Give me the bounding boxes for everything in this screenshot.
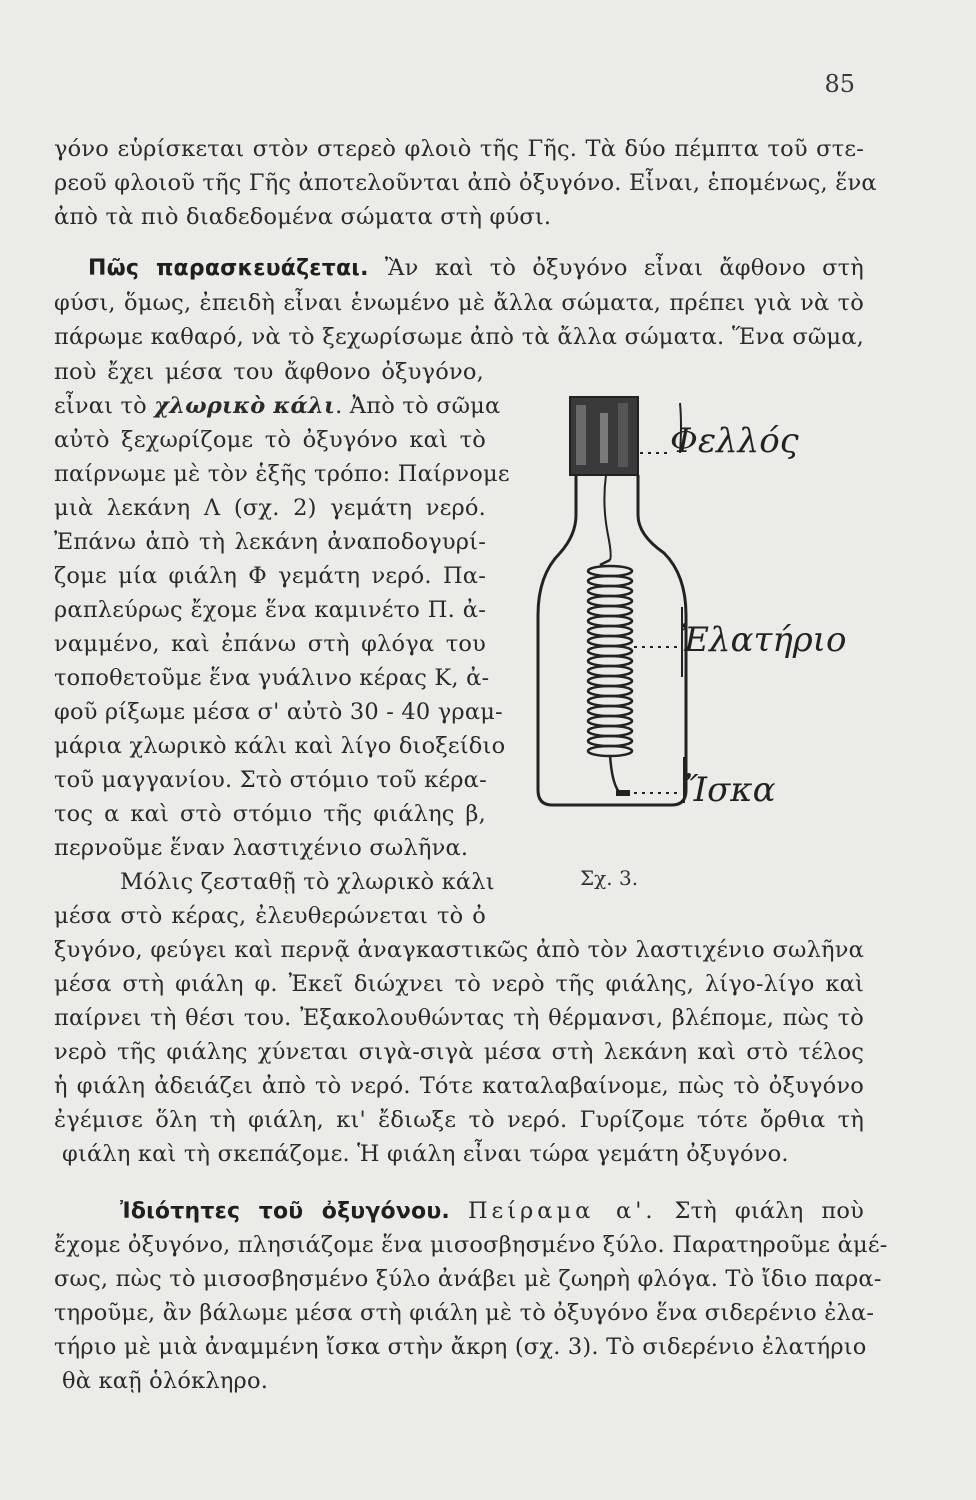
text-line: τηροῦμε, ἂν βάλωμε μέσα στὴ φιάλη μὲ τὸ ὀξυγόνο ἕνα σιδερένιο ἐλα- bbox=[54, 1300, 875, 1326]
text-line: Ἐπάνω ἀπὸ τὴ λεκάνη ἀναποδογυρί- bbox=[54, 529, 486, 555]
spring-coils bbox=[588, 560, 632, 793]
text-span: . Ἀπὸ τὸ σῶμα bbox=[335, 393, 501, 419]
text-span: εἶναι τὸ bbox=[54, 393, 147, 419]
text-line: παίρνει τὴ θέσι του. Ἐξακολουθώντας τὴ θέρμανσι, βλέπομε, πὼς τὸ bbox=[54, 1005, 864, 1031]
text-line: τήριο μὲ μιὰ ἀναμμένη ἴσκα στὴν ἄκρη (σχ. 3). Τὸ σιδερένιο ἐλατήριο bbox=[54, 1334, 867, 1360]
figure-caption: Σχ. 3. bbox=[580, 866, 639, 890]
text-span: Στὴ φιάλη ποὺ bbox=[674, 1198, 864, 1224]
text-line: γόνο εὑρίσκεται στὸν στερεὸ φλοιὸ τῆς Γῆς. Τὰ δύο πέμπτα τοῦ στε- bbox=[54, 136, 864, 162]
text-line: ξυγόνο, φεύγει καὶ περνᾷ ἀναγκαστικῶς ἀπὸ τὸν λαστιχένιο σωλῆνα bbox=[54, 937, 864, 963]
text-line: νερὸ τῆς φιάλης χύνεται σιγὰ-σιγὰ μέσα στὴ λεκάνη καὶ στὸ τέλος bbox=[54, 1039, 864, 1065]
figure-bottle-spring bbox=[530, 385, 870, 905]
text-line: φιάλη καὶ τὴ σκεπάζομε. Ἡ φιάλη εἶναι τώρα γεμάτη ὀξυγόνο. bbox=[62, 1141, 789, 1167]
text-line bbox=[54, 391, 501, 421]
label-spring: Ἐλατήριο bbox=[680, 620, 847, 660]
text-line: Μόλις ζεσταθῇ τὸ χλωρικὸ κάλι bbox=[120, 869, 495, 895]
text-line: μάρια χλωρικὸ κάλι καὶ λίγο διοξείδιο bbox=[54, 733, 506, 759]
text-line: μέσα στὴ φιάλη φ. Ἐκεῖ διώχνει τὸ νερὸ τῆς φιάλης, λίγο-λίγο καὶ bbox=[54, 971, 864, 997]
text-line: παίρνωμε μὲ τὸν ἑξῆς τρόπο: Παίρνομε bbox=[54, 461, 510, 487]
text-span: Ἂν καὶ τὸ ὀξυγόνο εἶναι ἄφθονο στὴ bbox=[384, 255, 864, 281]
text-line: αὐτὸ ξεχωρίζομε τὸ ὀξυγόνο καὶ τὸ bbox=[54, 427, 486, 453]
text-line: ρεοῦ φλοιοῦ τῆς Γῆς ἀποτελοῦνται ἀπὸ ὀξυγόνο. Εἶναι, ἑπομένως, ἕνα bbox=[54, 170, 877, 196]
tinder-tip bbox=[616, 790, 630, 796]
text-line: φοῦ ρίξωμε μέσα σ' αὐτὸ 30 - 40 γραμ- bbox=[54, 699, 503, 725]
text-line: τοποθετοῦμε ἕνα γυάλινο κέρας Κ, ἀ- bbox=[54, 665, 490, 691]
text-line: ἐγέμισε ὅλη τὴ φιάλη, κι' ἔδιωξε τὸ νερό. Γυρίζομε τότε ὄρθια τὴ bbox=[54, 1107, 864, 1133]
text-line: ἔχομε ὀξυγόνο, πλησιάζομε ἕνα μισοσβησμένο ξύλο. Παρατηροῦμε ἀμέ- bbox=[54, 1232, 888, 1258]
text-line: φύσι, ὅμως, ἐπειδὴ εἶναι ἑνωμένο μὲ ἄλλα σώματα, πρέπει γιὰ νὰ τὸ bbox=[54, 290, 864, 316]
label-cork: Φελλός bbox=[670, 421, 799, 461]
term-potassium-chlorate: χλωρικὸ κάλι bbox=[154, 393, 336, 419]
cork-shape bbox=[570, 397, 638, 475]
text-line: τος α καὶ στὸ στόμιο τῆς φιάλης β, bbox=[54, 801, 486, 827]
text-line: ναμμένο, καὶ ἐπάνω στὴ φλόγα του bbox=[54, 631, 486, 657]
section-heading-properties: Ἰδιότητες τοῦ ὀξυγόνου. bbox=[120, 1199, 450, 1224]
page-number: 85 bbox=[824, 70, 855, 98]
text-line: θὰ καῇ ὁλόκληρο. bbox=[62, 1368, 269, 1394]
text-line: ποὺ ἔχει μέσα του ἄφθονο ὀξυγόνο, bbox=[54, 359, 484, 385]
text-line: μιὰ λεκάνη Λ (σχ. 2) γεμάτη νερό. bbox=[54, 495, 486, 521]
text-line: ραπλεύρως ἔχομε ἕνα καμινέτο Π. ἀ- bbox=[54, 597, 486, 623]
text-line: μέσα στὸ κέρας, ἐλευθερώνεται τὸ ὀ bbox=[54, 903, 486, 929]
section-paragraph-start bbox=[120, 1196, 864, 1227]
text-line: περνοῦμε ἕναν λαστιχένιο σωλῆνα. bbox=[54, 835, 469, 861]
text-line: ζομε μία φιάλη Φ γεμάτη νερό. Πα- bbox=[54, 563, 486, 589]
text-line: ἡ φιάλη ἀδειάζει ἀπὸ τὸ νερό. Τότε καταλαβαίνομε, πὼς τὸ ὀξυγόνο bbox=[54, 1073, 864, 1099]
experiment-label: Πείραμα α'. bbox=[467, 1198, 657, 1224]
text-line: σως, πὼς τὸ μισοσβησμένο ξύλο ἀνάβει μὲ ζωηρὴ φλόγα. Τὸ ἴδιο παρα- bbox=[54, 1266, 882, 1292]
section-paragraph-start bbox=[88, 253, 864, 284]
leader-lines bbox=[634, 453, 680, 793]
text-line: τοῦ μαγγανίου. Στὸ στόμιο τοῦ κέρα- bbox=[54, 767, 487, 793]
section-heading-preparation: Πῶς παρασκευάζεται. bbox=[88, 256, 369, 281]
text-line: ἀπὸ τὰ πιὸ διαδεδομένα σώματα στὴ φύσι. bbox=[54, 204, 552, 230]
label-tinder: Ἴσκα bbox=[684, 770, 776, 810]
text-line: πάρωμε καθαρό, νὰ τὸ ξεχωρίσωμε ἀπὸ τὰ ἄλλα σώματα. Ἕνα σῶμα, bbox=[54, 324, 864, 350]
